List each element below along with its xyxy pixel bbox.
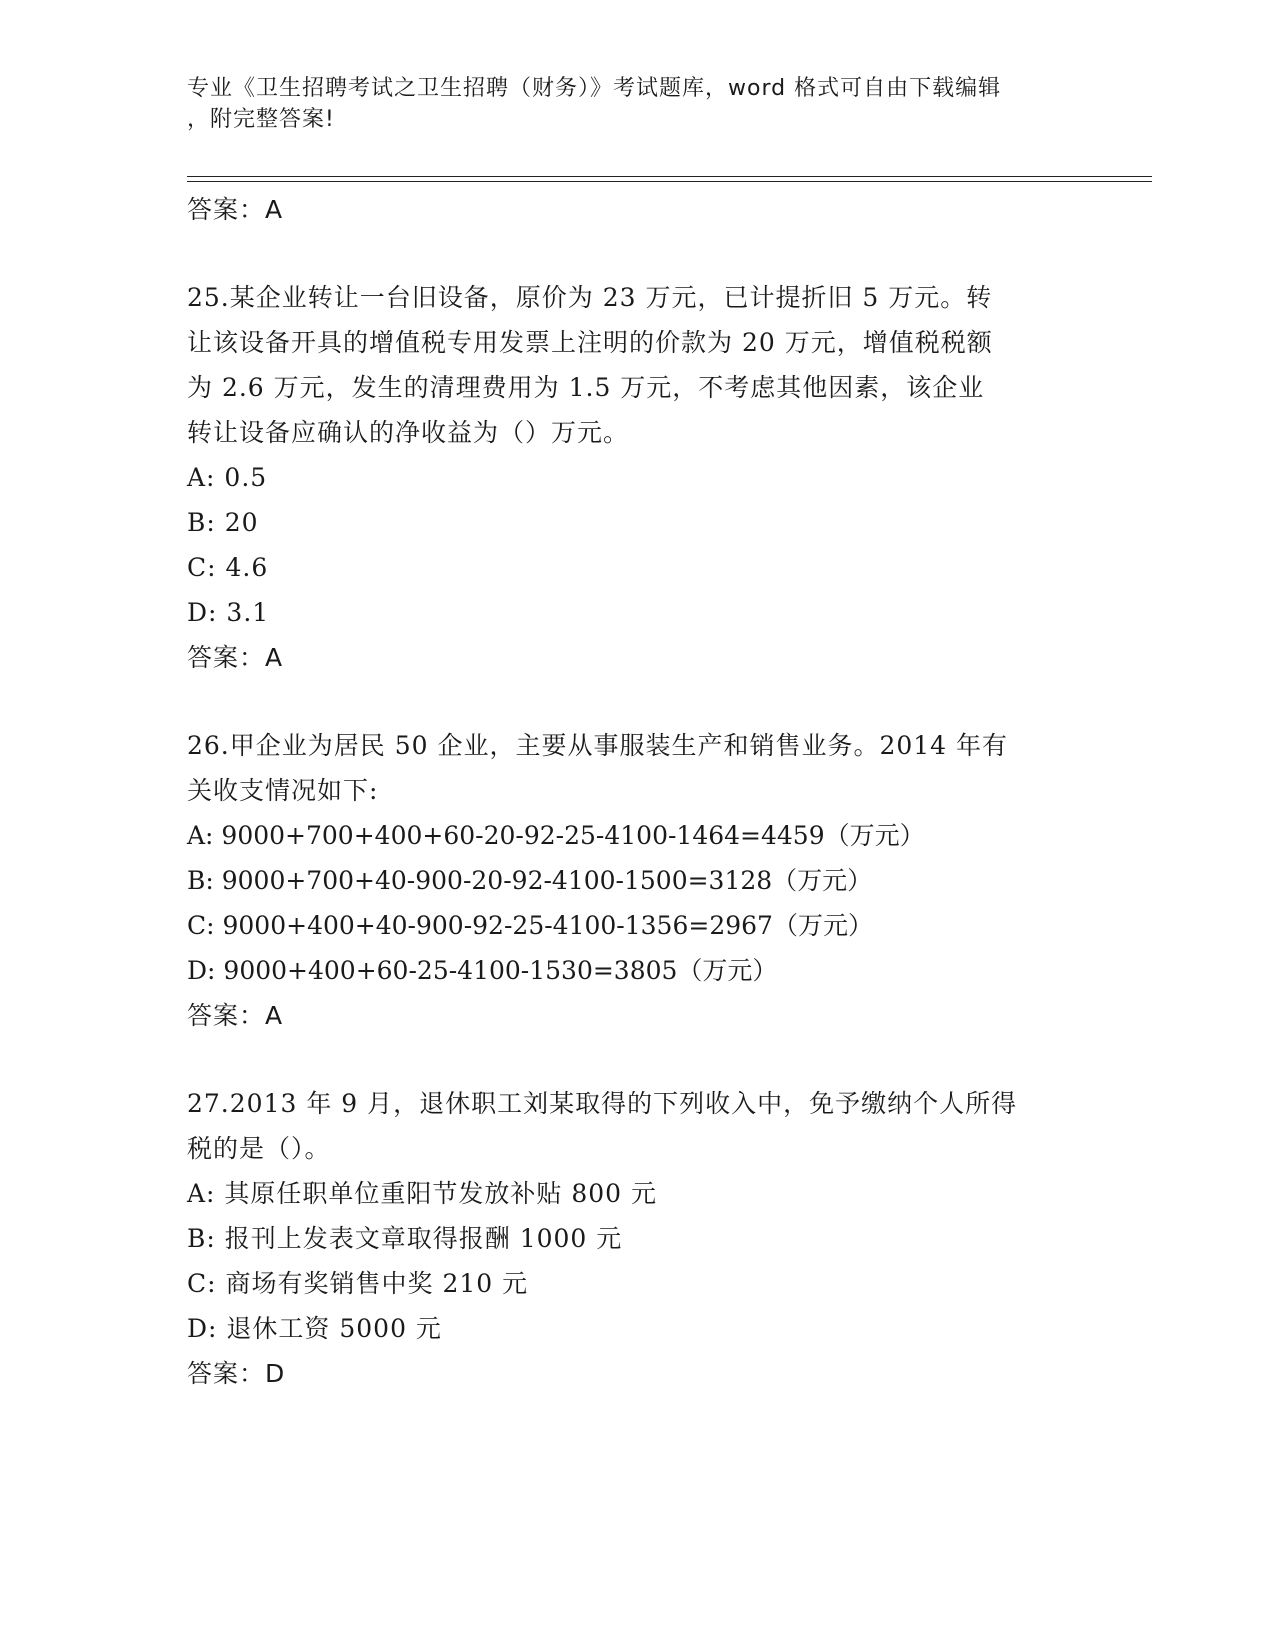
option-a: A: 其原任职单位重阳节发放补贴 800 元 — [187, 1179, 658, 1208]
answer-label: 答案：A — [187, 643, 284, 672]
option-a: A: 9000+700+400+60-20-92-25-4100-1464=4459（万元） — [187, 821, 925, 850]
header-line-2: ，附完整答案! — [187, 107, 335, 132]
answer-label: 答案：A — [187, 1001, 284, 1030]
question-stem-line: 25.某企业转让一台旧设备，原价为 23 万元，已计提折旧 5 万元。转 — [187, 283, 993, 312]
question-stem-line: 27.2013 年 9 月，退休职工刘某取得的下列收入中，免予缴纳个人所得 — [187, 1089, 1018, 1118]
option-b: B: 20 — [187, 508, 259, 537]
option-c: C: 4.6 — [187, 553, 269, 582]
header-line-1: 专业《卫生招聘考试之卫生招聘（财务）》考试题库，word 格式可自由下载编辑 — [187, 76, 1002, 101]
question-stem-line: 税的是（）。 — [187, 1134, 331, 1163]
option-c: C: 9000+400+40-900-92-25-4100-1356=2967（万元） — [187, 911, 873, 940]
question-stem-line: 转让设备应确认的净收益为（）万元。 — [187, 418, 630, 447]
option-d: D: 退休工资 5000 元 — [187, 1314, 442, 1343]
option-d: D: 3.1 — [187, 598, 270, 627]
option-b: B: 9000+700+40-900-20-92-4100-1500=3128（万元） — [187, 866, 873, 895]
header-rule-top — [187, 176, 1152, 177]
answer-label: 答案：D — [187, 1359, 286, 1388]
question-stem-line: 让该设备开具的增值税专用发票上注明的价款为 20 万元，增值税税额 — [187, 328, 993, 357]
header-rule-bottom — [187, 181, 1152, 182]
option-d: D: 9000+400+60-25-4100-1530=3805（万元） — [187, 956, 778, 985]
question-stem-line: 关收支情况如下: — [187, 776, 379, 805]
option-c: C: 商场有奖销售中奖 210 元 — [187, 1269, 529, 1298]
question-stem-line: 为 2.6 万元，发生的清理费用为 1.5 万元，不考虑其他因素，该企业 — [187, 373, 985, 402]
question-stem-line: 26.甲企业为居民 50 企业，主要从事服装生产和销售业务。2014 年有 — [187, 731, 1009, 760]
previous-answer: 答案：A — [187, 195, 284, 224]
option-b: B: 报刊上发表文章取得报酬 1000 元 — [187, 1224, 623, 1253]
option-a: A: 0.5 — [187, 463, 268, 492]
